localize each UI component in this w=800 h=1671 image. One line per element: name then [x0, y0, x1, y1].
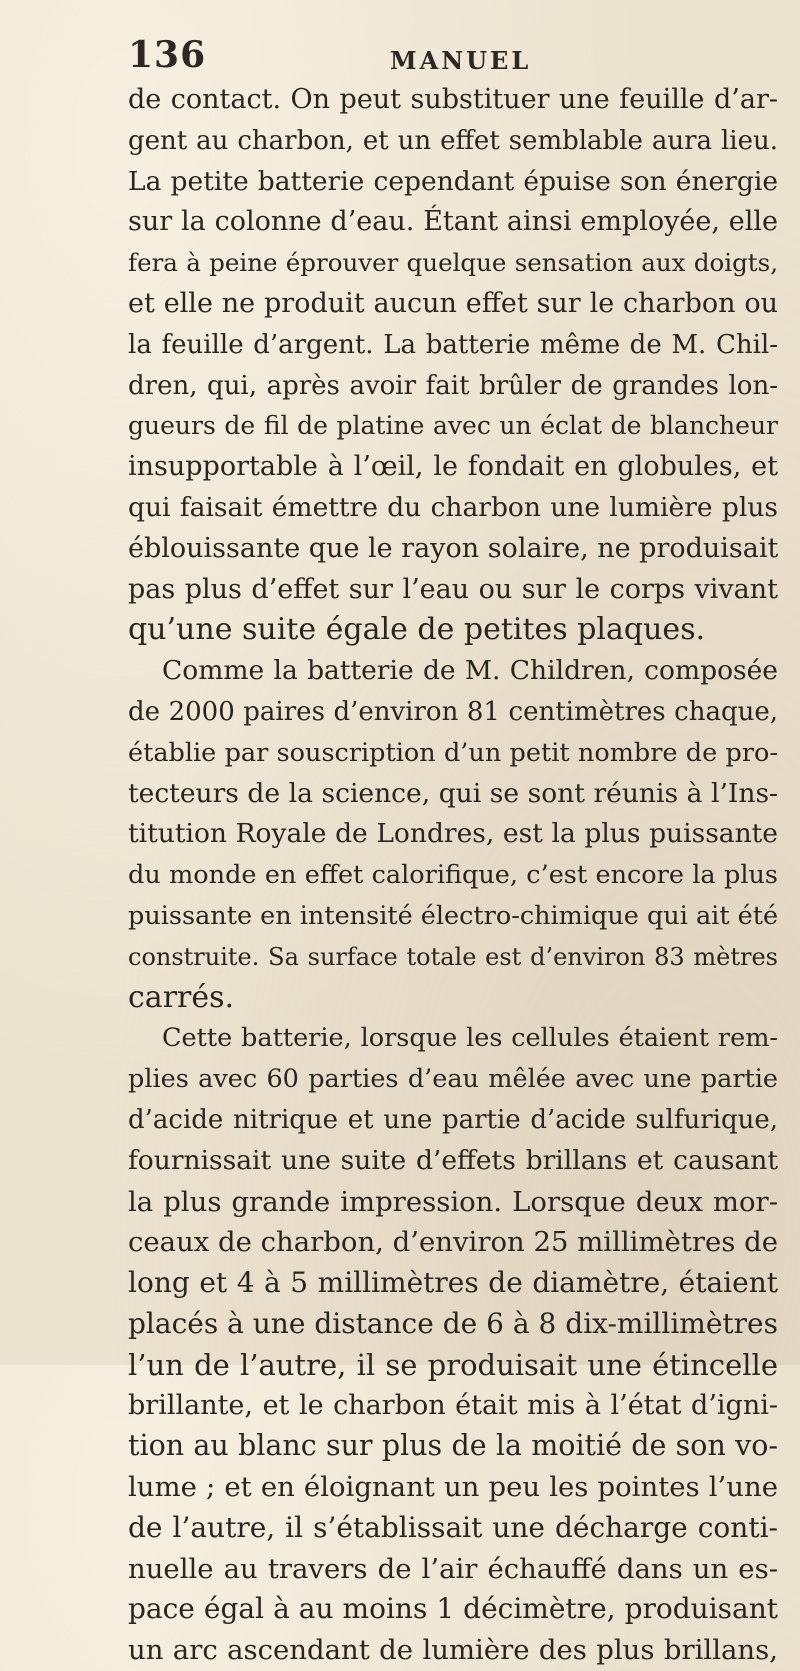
text-line: établie par souscription d’un petit nombre de pro- [128, 737, 778, 768]
text-line: La petite batterie cependant épuise son énergie [128, 165, 778, 197]
text-line: gueurs de fil de platine avec un éclat de blancheur [128, 411, 778, 441]
text-line: construite. Sa surface totale est d’environ 83 mètres [128, 942, 778, 971]
text-line: fournissait une suite d’effets brillans et causant [128, 1144, 778, 1176]
text-line: titution Royale de Londres, est la plus puissante [128, 818, 778, 850]
text-line: de l’autre, il s’établissait une décharge conti- [128, 1510, 778, 1544]
text-line: la plus grande impression. Lorsque deux mor- [128, 1185, 778, 1218]
text-line: un arc ascendant de lumière des plus brillans, [128, 1634, 778, 1667]
text-line: puissante en intensité électro-chimique qui ait été [128, 900, 778, 931]
text-line: pas plus d’effet sur l’eau ou sur le corps vivant [128, 573, 778, 605]
text-line: de contact. On peut substituer une feuille d’ar- [128, 84, 778, 115]
text-line: tecteurs de la science, qui se sont réunis à l’Ins- [128, 777, 778, 809]
text-line: de 2000 paires d’environ 81 centimètres chaque, [128, 696, 778, 727]
text-line: lume ; et en éloignant un peu les pointes l’une [128, 1471, 778, 1504]
running-head: MANUEL [390, 46, 532, 75]
text-line: dren, qui, après avoir fait brûler de grandes lon- [128, 370, 778, 401]
text-line: plies avec 60 parties d’eau mêlée avec une partie [128, 1064, 778, 1095]
body-text [128, 80, 778, 1671]
text-line: insupportable à l’œil, le fondait en globules, et [128, 451, 778, 483]
text-line: éblouissante que le rayon solaire, ne produisait [128, 532, 778, 564]
text-line: gent au charbon, et un effet semblable aura lieu. [128, 125, 778, 156]
text-line: long et 4 à 5 millimètres de diamètre, étaient [128, 1266, 778, 1300]
page-number: 136 [128, 34, 207, 76]
text-line: ceaux de charbon, d’environ 25 millimètres de [128, 1226, 778, 1259]
text-line: placés à une distance de 6 à 8 dix-millimètres [128, 1306, 778, 1340]
page-header [128, 34, 688, 74]
text-line: nuelle au travers de l’air échauffé dans un es- [128, 1552, 778, 1585]
text-line: brillante, et le charbon était mis à l’état d’igni- [128, 1389, 778, 1421]
text-line: sur la colonne d’eau. Étant ainsi employée, elle [128, 206, 778, 238]
text-line: d’acide nitrique et une partie d’acide sulfurique, [128, 1104, 778, 1135]
paragraph-start-line: Comme la batterie de M. Children, composée [162, 655, 778, 687]
paragraph-start-line: Cette batterie, lorsque les cellules étaient rem- [162, 1023, 778, 1054]
text-line: qui faisait émettre du charbon une lumière plus [128, 491, 778, 523]
text-line: carrés. [128, 979, 235, 1015]
text-line: la feuille d’argent. La batterie même de M. Chil- [128, 329, 778, 360]
text-line: tion au blanc sur plus de la moitié de son vo- [128, 1429, 778, 1463]
text-line: pace égal à au moins 1 décimètre, produisant [128, 1592, 778, 1626]
text-line: qu’une suite égale de petites plaques. [128, 612, 706, 648]
text-line: et elle ne produit aucun effet sur le charbon ou [128, 287, 778, 319]
text-line: du monde en effet calorifique, c’est encore la plus [128, 860, 778, 891]
text-line: fera à peine éprouver quelque sensation aux doigts, [128, 248, 778, 278]
text-line: l’un de l’autre, il se produisait une étincelle [128, 1347, 778, 1382]
